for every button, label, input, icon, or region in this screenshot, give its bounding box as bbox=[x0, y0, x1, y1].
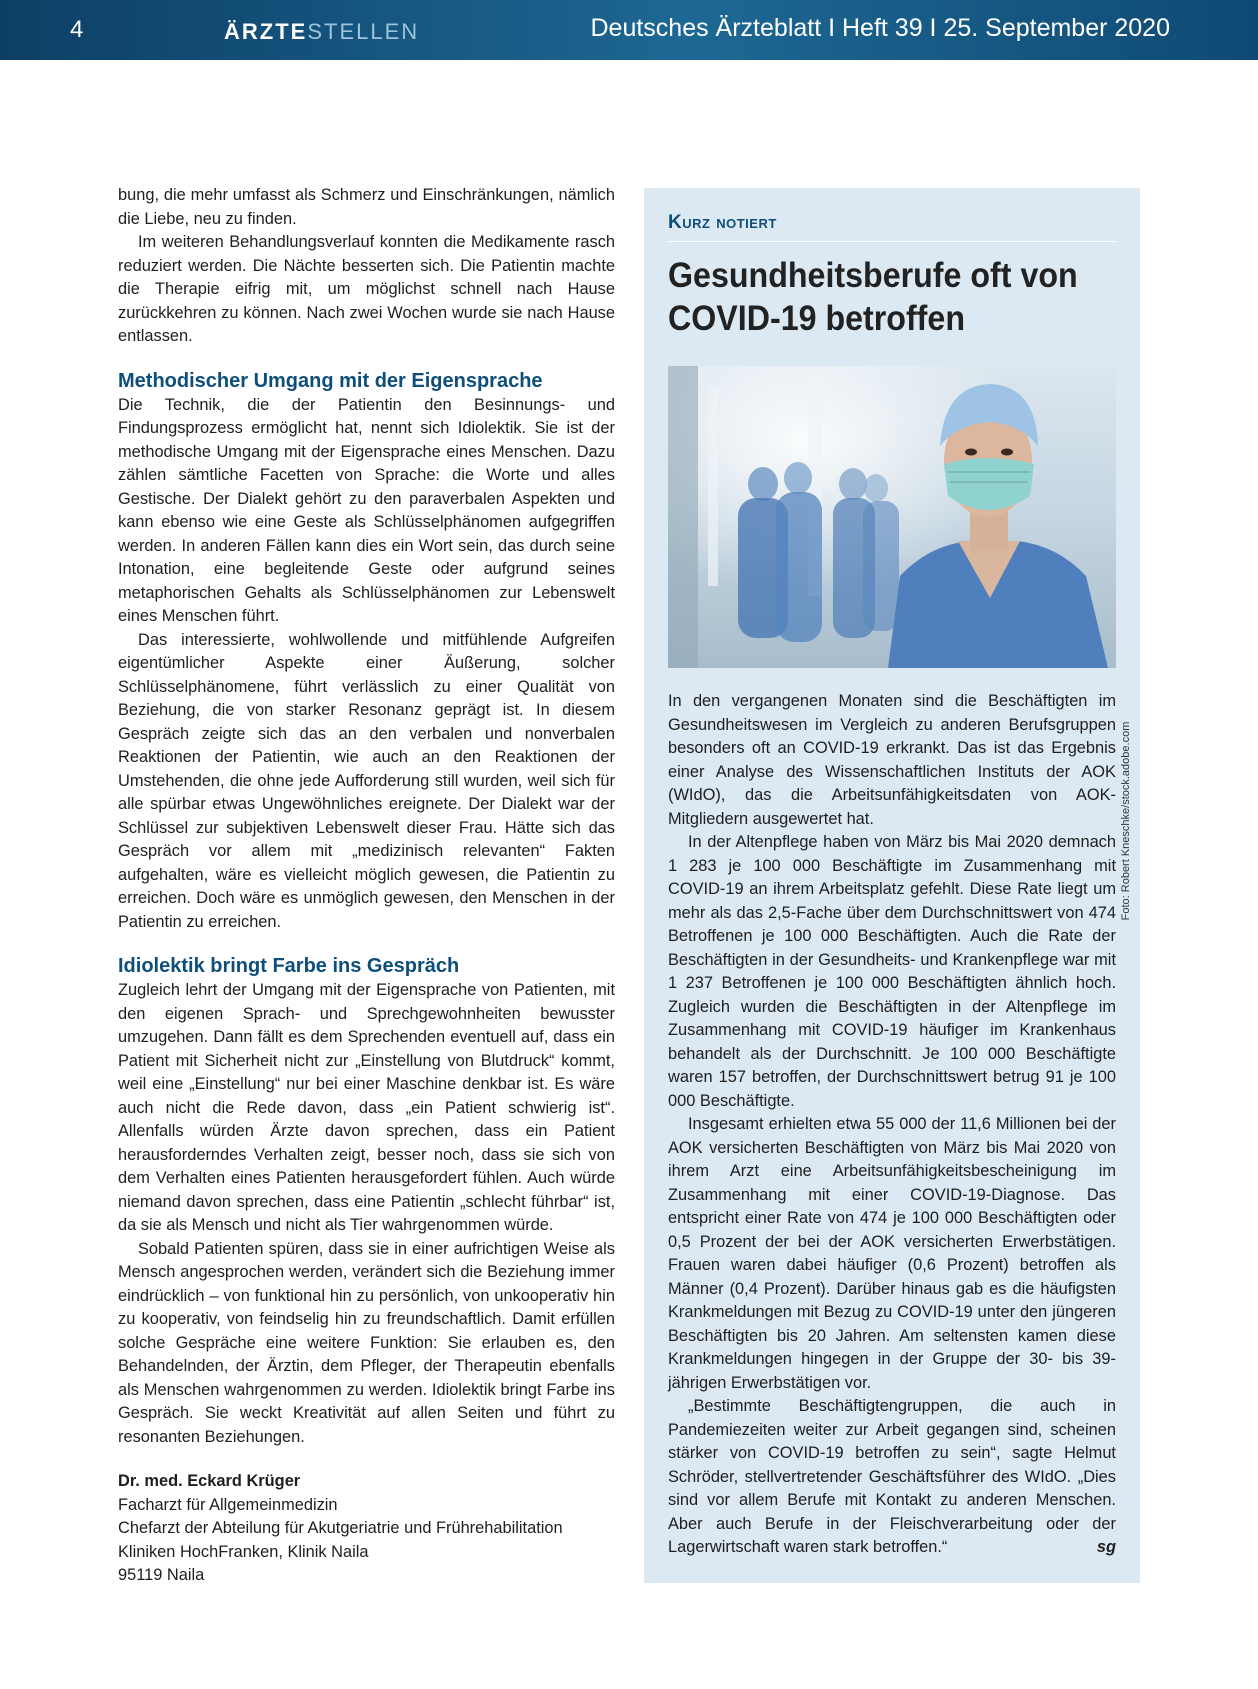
box-body bbox=[668, 690, 1116, 1560]
nurse-photo-illustration bbox=[668, 366, 1116, 668]
paragraph: Insgesamt erhielten etwa 55 000 der 11,6 Millionen bei der AOK versicherten Beschäftigten von März bis Mai 2020 von ihrem Arzt eine Arbeitsunfähigkeitsbescheinigung im Zusammenhang mit einer COVID-19-Diagnose. Das entspricht einer Rate von 474 je 100 000 Beschäftigten oder 0,5 Prozent der bei der AOK versicherten Erwerbstätigen. Frauen waren dabei häufiger (0,6 Prozent) betroffen als Männer (0,4 Prozent). Darüber hinaus gab es die häufigsten Krankmeldungen mit Bezug zu COVID-19 unter den jüngeren Beschäftigten bis 20 Jahren. Am seltensten kamen diese Krankmeldungen hingegen in der Gruppe der 30- bis 39-jährigen Erwerbstätigen vor. bbox=[668, 1115, 1116, 1392]
author-signature: sg bbox=[1096, 1538, 1116, 1556]
author-line: Chefarzt der Abteilung für Akutgeriatrie und Frührehabilitation bbox=[118, 1519, 563, 1537]
brand-bold: ÄRZTE bbox=[224, 19, 308, 44]
paragraph bbox=[668, 1395, 1116, 1560]
news-box bbox=[644, 188, 1140, 1583]
issue-info: Deutsches Ärzteblatt I Heft 39 I 25. September 2020 bbox=[590, 14, 1170, 42]
paragraph: In den vergangenen Monaten sind die Beschäftigten im Gesundheitswesen im Vergleich zu anderen Berufsgruppen besonders oft an COVID-19 erkrankt. Das ist das Ergebnis einer Analyse des Wissenschaftlichen Instituts der AOK (WIdO), das die Arbeitsunfähigkeitsdaten von AOK-Mitgliedern ausgewertet hat. bbox=[668, 692, 1116, 828]
section-heading: Idiolektik bringt Farbe ins Gespräch bbox=[118, 955, 460, 977]
photo-credit bbox=[1118, 670, 1134, 972]
paragraph: Sobald Patienten spüren, dass sie in einer aufrichtigen Weise als Mensch angesprochen werden, verändert sich die Beziehung immer eindrücklich – von funktional hin zu persönlich, von unkooperativ hin zu kooperativ, von feindselig hin zu freundschaftlich. Damit erfüllen solche Gespräche eine weitere Funktion: Sie erlauben es, den Behandelnden, der Ärztin, dem Pfleger, der Therapeutin ebenfalls als Menschen wahrgenommen zu werden. Idiolektik bringt Farbe ins Gespräch. Sie weckt Kreativität auf allen Seiten und führt zu resonanten Beziehungen. bbox=[118, 1239, 615, 1446]
paragraph: bung, die mehr umfasst als Schmerz und Einschränkungen, nämlich die Liebe, neu zu finden. bbox=[118, 186, 615, 228]
page-number: 4 bbox=[70, 16, 84, 43]
box-kicker: Kurz notiert bbox=[668, 212, 1116, 242]
paragraph: Die Technik, die der Patientin den Besinnungs- und Findungsprozess ermöglicht hat, nennt sich Idiolektik. Sie ist der methodische Umgang mit der Eigensprache eines Menschen. Dazu zählen sämtliche Facetten von Sprache: die Worte und alles Gestische. Der Dialekt gehört zu den paraverbalen Aspekten und kann ebenso wie eine Geste als Schlüsselphänomen aufgegriffen werden. In anderen Fällen kann dies ein Wort sein, das durch seine Intonation, eine begleitende Geste oder aufgrund seines metaphorischen Gehalts als Schlüsselphänomen zur Lebenswelt eines Menschen führt. bbox=[118, 395, 615, 625]
paragraph: Zugleich lehrt der Umgang mit der Eigensprache von Patienten, mit den eigenen Sprach- und Sprechgewohnheiten bewusster umzugehen. Dann fällt es dem Sprechenden eventuell auf, dass ein Patient mit Sicherheit nicht zur „Einstellung von Blutdruck“ kommt, weil eine „Einstellung“ nur bei einer Maschine denkbar ist. Es wäre auch nicht die Rede davon, dass „ein Patient schwierig ist“. Allenfalls würden Ärzte davon sprechen, dass ein Patient herausforderndes Verhalten zeigt, besser noch, dass sie sich von dem Verhalten eines Patienten herausgefordert fühlen. Auch würde niemand davon sprechen, dass eine Patientin „schlecht führbar“ ist, da sie als Mensch und nicht als Tier wahrgenommen würde. bbox=[118, 981, 615, 1234]
main-article bbox=[118, 184, 615, 1588]
photo-credit-text: Foto: Robert Kneschke/stock.adobe.com bbox=[1120, 721, 1132, 921]
paragraph: Das interessierte, wohlwollende und mitfühlende Aufgreifen eigentümlicher Aspekte einer Äußerung, solcher Schlüsselphänomene, führt verlässlich zu einer Qualität von Beziehung, die von starker Resonanz geprägt ist. In diesem Gespräch zeigte sich das an den verbalen und nonverbalen Reaktionen der Patientin, wie auch an den Reaktionen der Umstehenden, die ohne jede Aufforderung still wurden, weil sich für alle spürbar etwas Ungewöhnliches ereignete. Der Dialekt war der Schlüssel zur subjektiven Lebenswelt dieser Frau. Hätte sich das Gespräch vor allem mit „medizinisch relevanten“ Fakten aufgehalten, wäre es vielleicht möglich gewesen, die Patientin zu erreichen. Doch wäre es unmöglich gewesen, den Menschen in der Patientin zu erreichen. bbox=[118, 630, 615, 931]
brand-light: STELLEN bbox=[307, 19, 420, 44]
box-title bbox=[668, 254, 1119, 340]
paragraph: Im weiteren Behandlungsverlauf konnten die Medikamente rasch reduziert werden. Die Nächte besserten sich. Die Patientin machte die Therapie eifrig mit, um möglichst schnell nach Hause zurückkehren zu können. Nach zwei Wochen wurde sie nach Hause entlassen. bbox=[118, 233, 615, 345]
page-header bbox=[0, 0, 1258, 60]
author-line: Facharzt für Allgemeinmedizin bbox=[118, 1495, 338, 1514]
box-title-line: COVID-19 betroffen bbox=[668, 299, 965, 338]
author-line: Kliniken HochFranken, Klinik Naila bbox=[118, 1542, 369, 1561]
section-heading: Methodischer Umgang mit der Eigensprache bbox=[118, 369, 543, 392]
brand-logo bbox=[224, 19, 419, 45]
author-name: Dr. med. Eckard Krüger bbox=[118, 1472, 301, 1490]
quote-text: „Bestimmte Beschäftigtengruppen, die auch in Pandemiezeiten weiter zur Arbeit gegangen sind, scheinen stärker von COVID-19 betroffen zu sein“, sagte Helmut Schröder, stellvertretender Geschäftsführer des WIdO. „Dies sind vor allem Berufe mit Kontakt zu anderen Menschen. Aber auch Berufe in der Fleischverarbeitung oder der Lagerwirtschaft waren stark betroffen.“ bbox=[668, 1397, 1116, 1556]
box-title-line: Gesundheitsberufe oft von bbox=[668, 256, 1078, 295]
paragraph: In der Altenpflege haben von März bis Mai 2020 demnach 1 283 je 100 000 Beschäftigte im Zusammenhang mit COVID-19 an ihrem Arbeitsplatz gefehlt. Diese Rate liegt um mehr als das 2,5-Fache über dem Durchschnittswert von 474 Betroffenen je 100 000 Beschäftigten. Auch die Rate der Beschäftigten in der Gesundheits- und Krankenpflege war mit 1 237 Betroffenen je 100 000 Beschäftigten ähnlich hoch. Zugleich wurden die Beschäftigten in der Altenpflege im Zusammenhang mit COVID-19 häufiger im Krankenhaus behandelt als der Durchschnitt. Je 100 000 Beschäftigte waren 157 betroffen, der Durchschnittswert betrug 91 je 100 000 Beschäftigte. bbox=[668, 833, 1116, 1110]
author-line: 95119 Naila bbox=[118, 1566, 205, 1584]
author-block bbox=[118, 1470, 615, 1588]
nurse-photo bbox=[668, 366, 1116, 668]
